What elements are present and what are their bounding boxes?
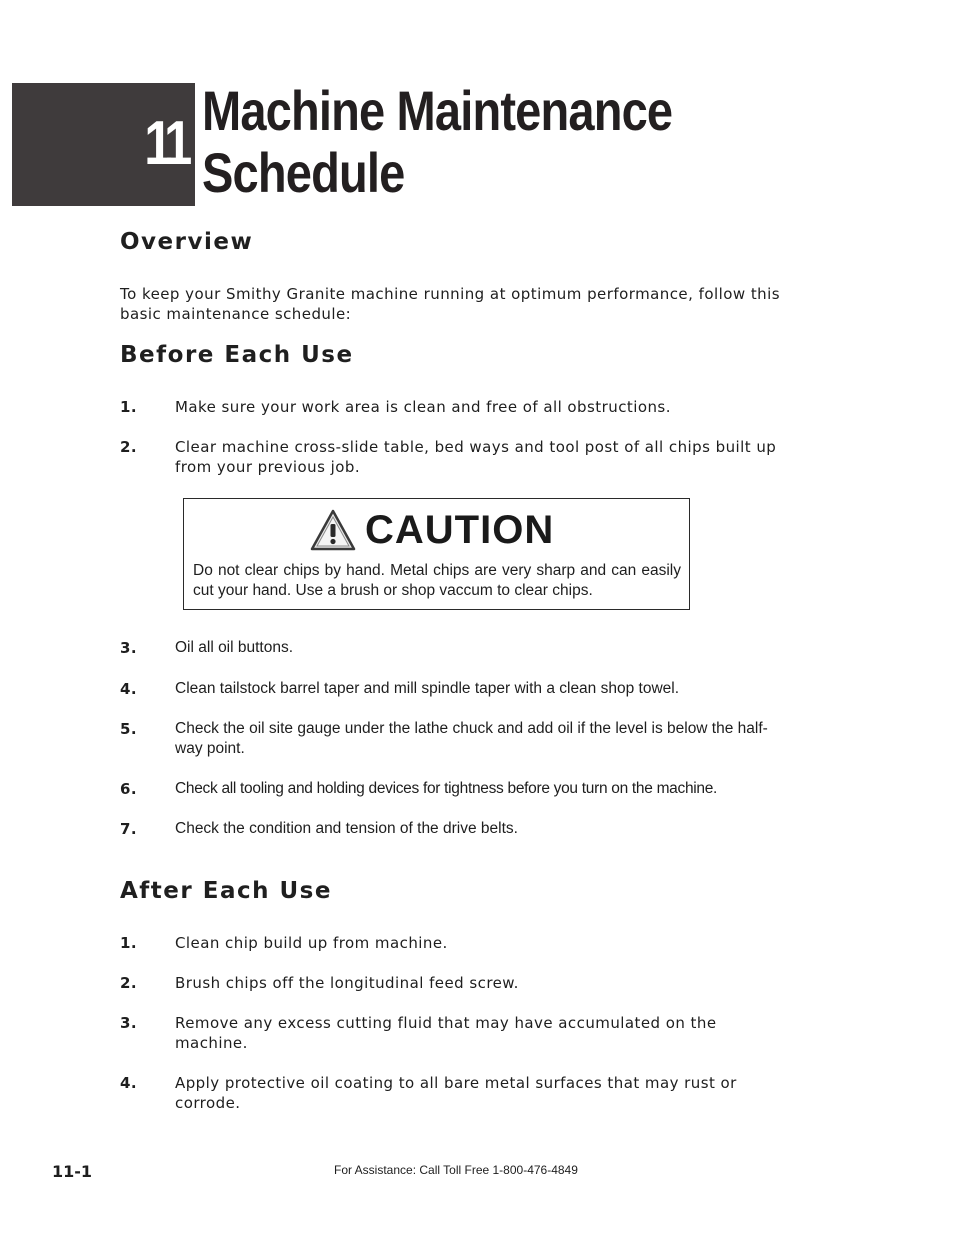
item-number: 3. (120, 1014, 138, 1032)
item-text: Check all tooling and holding devices for tightness before you turn on the machine. (175, 780, 718, 797)
caution-header (309, 507, 554, 553)
item-number: 5. (120, 720, 138, 738)
item-number: 1. (120, 934, 138, 952)
chapter-number-block (12, 83, 195, 206)
caution-text: Do not clear chips by hand. Metal chips are very sharp and can easily cut your hand. Use a brush or shop vaccum to clear chips. (193, 562, 681, 599)
item-number: 6. (120, 780, 138, 798)
item-text: Make sure your work area is clean and free of all obstructions. (175, 398, 671, 416)
item-text: Clean tailstock barrel taper and mill spindle taper with a clean shop towel. (175, 680, 680, 697)
item-text: Clear machine cross-slide table, bed ways and tool post of all chips built up from your previous job. (175, 438, 777, 476)
item-number: 4. (120, 680, 138, 698)
item-number: 2. (120, 438, 138, 456)
assistance-line: For Assistance: Call Toll Free 1-800-476-4849 (334, 1163, 578, 1177)
warning-triangle-icon (309, 508, 357, 552)
chapter-title-line-1: Machine Maintenance (202, 79, 673, 142)
overview-heading: Overview (120, 229, 254, 255)
item-text: Brush chips off the longitudinal feed screw. (175, 974, 519, 992)
item-text: Clean chip build up from machine. (175, 934, 448, 952)
item-text: Remove any excess cutting fluid that may have accumulated on the machine. (175, 1014, 717, 1052)
caution-title: CAUTION (365, 508, 555, 552)
page-number: 11-1 (52, 1162, 93, 1181)
item-text: Apply protective oil coating to all bare metal surfaces that may rust or corrode. (175, 1074, 737, 1112)
before-each-use-heading: Before Each Use (120, 342, 354, 368)
caution-box (183, 498, 690, 610)
overview-text: To keep your Smithy Granite machine running at optimum performance, follow this basic maintenance schedule: (120, 285, 780, 323)
item-text: Oil all oil buttons. (175, 639, 294, 656)
item-text: Check the condition and tension of the drive belts. (175, 820, 518, 837)
after-each-use-heading: After Each Use (120, 878, 332, 904)
item-number: 1. (120, 398, 138, 416)
chapter-title-line-2: Schedule (202, 141, 405, 204)
chapter-number: 11 (144, 109, 187, 178)
item-number: 7. (120, 820, 138, 838)
item-number: 2. (120, 974, 138, 992)
item-number: 3. (120, 639, 138, 657)
item-number: 4. (120, 1074, 138, 1092)
chapter-title (202, 80, 740, 204)
item-text: Check the oil site gauge under the lathe chuck and add oil if the level is below the half-way point. (175, 720, 768, 757)
